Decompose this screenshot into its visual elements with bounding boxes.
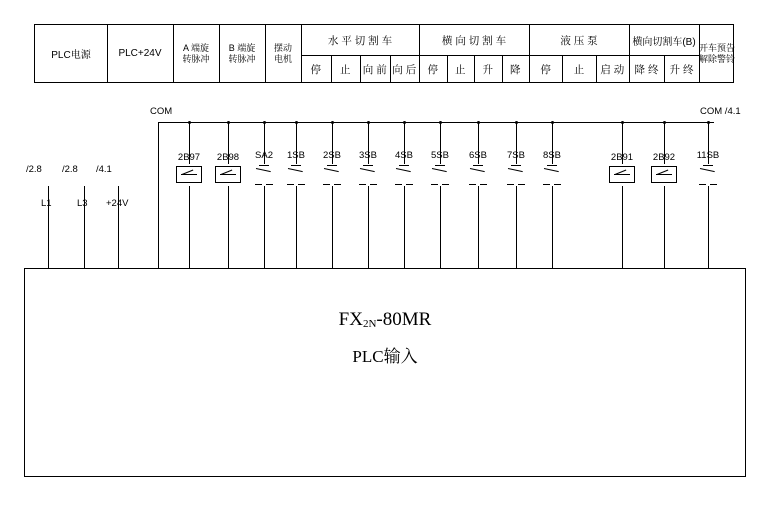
device-name-label: 4SB bbox=[395, 150, 413, 161]
contact-left-terminal bbox=[431, 184, 438, 185]
contact-actuator bbox=[259, 165, 269, 166]
legend-sub-label: 升 终 bbox=[669, 63, 694, 76]
legend-sub-label: 降 bbox=[510, 63, 521, 76]
junction-dot bbox=[403, 121, 406, 124]
contact-right-terminal bbox=[370, 184, 377, 185]
contact-blade bbox=[360, 168, 375, 172]
legend-group-label: PLC+24V bbox=[118, 48, 162, 59]
supply-ref-label: /2.8 bbox=[26, 164, 42, 175]
device-name-label: 5SB bbox=[431, 150, 449, 161]
junction-dot bbox=[227, 121, 230, 124]
junction-dot bbox=[621, 121, 624, 124]
com-drop-wire bbox=[158, 122, 159, 268]
legend-sub-label: 止 bbox=[340, 63, 351, 76]
contact-blade bbox=[396, 168, 411, 172]
legend-sub-divider bbox=[596, 56, 597, 82]
junction-dot bbox=[439, 121, 442, 124]
device-name-label: 2B97 bbox=[177, 152, 201, 163]
com-left-label: COM bbox=[150, 106, 173, 117]
contact-actuator bbox=[473, 165, 483, 166]
legend-sub-label: 停 bbox=[310, 63, 321, 76]
device-name-label: 3SB bbox=[359, 150, 377, 161]
contact-actuator bbox=[399, 165, 409, 166]
contact-blade bbox=[470, 168, 485, 172]
contact-right-terminal bbox=[406, 184, 413, 185]
device-name-label: SA2 bbox=[255, 150, 273, 161]
device-bottom-wire bbox=[332, 186, 333, 268]
legend-group-label: 液 压 泵 bbox=[560, 34, 598, 47]
device-bottom-wire bbox=[516, 186, 517, 268]
junction-dot bbox=[367, 121, 370, 124]
plc-subtitle-label: PLC输入 bbox=[352, 347, 418, 366]
device-bottom-wire bbox=[264, 186, 265, 268]
legend-sub-label: 降 终 bbox=[634, 63, 659, 76]
contact-left-terminal bbox=[287, 184, 294, 185]
contact-actuator bbox=[291, 165, 301, 166]
contact-blade bbox=[324, 168, 339, 172]
contact-right-terminal bbox=[298, 184, 305, 185]
contact-left-terminal bbox=[699, 184, 706, 185]
supply-name-label: +24V bbox=[106, 198, 129, 209]
legend-sub-divider bbox=[502, 56, 503, 82]
device-bottom-wire bbox=[478, 186, 479, 268]
contact-left-terminal bbox=[543, 184, 550, 185]
legend-group-label: 开车预告 解除警铃 bbox=[699, 43, 736, 64]
contact-left-terminal bbox=[359, 184, 366, 185]
device-bottom-wire bbox=[296, 186, 297, 268]
legend-group-label: A 端旋 转脉冲 bbox=[182, 43, 210, 64]
legend-sub-label: 启 动 bbox=[600, 63, 625, 76]
supply-name-label: L3 bbox=[77, 198, 88, 209]
plc-model-label: FX2N-80MR bbox=[338, 309, 432, 330]
junction-dot bbox=[295, 121, 298, 124]
contact-right-terminal bbox=[334, 184, 341, 185]
legend-table bbox=[34, 24, 734, 83]
legend-sub-divider bbox=[331, 56, 332, 82]
legend-sub-label: 升 bbox=[482, 63, 493, 76]
contact-right-terminal bbox=[442, 184, 449, 185]
device-name-label: 2B91 bbox=[610, 152, 634, 163]
device-bottom-wire bbox=[368, 186, 369, 268]
legend-group-label: B 端旋 转脉冲 bbox=[228, 43, 256, 64]
legend-sub-label: 停 bbox=[427, 63, 438, 76]
legend-group-label: 水 平 切 割 车 bbox=[327, 34, 393, 47]
device-name-label: 8SB bbox=[543, 150, 561, 161]
junction-dot bbox=[707, 121, 710, 124]
contact-actuator bbox=[547, 165, 557, 166]
contact-right-terminal bbox=[710, 184, 717, 185]
legend-sub-label: 停 bbox=[540, 63, 551, 76]
contact-blade bbox=[432, 168, 447, 172]
device-name-label: 2B98 bbox=[216, 152, 240, 163]
legend-sub-divider bbox=[664, 56, 665, 82]
device-name-label: 11SB bbox=[696, 150, 720, 161]
com-right-label: COM /4.1 bbox=[700, 106, 741, 117]
device-bottom-wire bbox=[189, 186, 190, 268]
supply-ref-label: /4.1 bbox=[96, 164, 112, 175]
legend-sub-label: 向 后 bbox=[392, 63, 417, 76]
junction-dot bbox=[331, 121, 334, 124]
device-bottom-wire bbox=[622, 186, 623, 268]
device-bottom-wire bbox=[664, 186, 665, 268]
contact-actuator bbox=[511, 165, 521, 166]
device-bottom-wire bbox=[404, 186, 405, 268]
legend-group-label: PLC电源 bbox=[51, 50, 91, 61]
plc-module-body bbox=[24, 268, 746, 477]
contact-right-terminal bbox=[554, 184, 561, 185]
device-bottom-wire bbox=[440, 186, 441, 268]
device-bottom-wire bbox=[552, 186, 553, 268]
contact-actuator bbox=[435, 165, 445, 166]
device-name-label: 2SB bbox=[323, 150, 341, 161]
junction-dot bbox=[477, 121, 480, 124]
contact-left-terminal bbox=[507, 184, 514, 185]
junction-dot bbox=[551, 121, 554, 124]
junction-dot bbox=[515, 121, 518, 124]
legend-sub-label: 止 bbox=[455, 63, 466, 76]
supply-ref-label: /2.8 bbox=[62, 164, 78, 175]
contact-actuator bbox=[363, 165, 373, 166]
legend-group-label: 摆动 电机 bbox=[273, 43, 292, 64]
device-bottom-wire bbox=[708, 186, 709, 268]
device-bottom-wire bbox=[228, 186, 229, 268]
supply-name-label: L1 bbox=[41, 198, 52, 209]
legend-sub-divider bbox=[447, 56, 448, 82]
junction-dot bbox=[188, 121, 191, 124]
junction-dot bbox=[263, 121, 266, 124]
legend-sub-divider bbox=[562, 56, 563, 82]
legend-sub-divider bbox=[360, 56, 361, 82]
legend-group-label: 横 向 切 割 车 bbox=[441, 34, 507, 47]
legend-sub-label: 止 bbox=[573, 63, 585, 76]
com-bus-line bbox=[158, 122, 714, 123]
contact-actuator bbox=[703, 165, 713, 166]
device-name-label: 7SB bbox=[507, 150, 525, 161]
contact-left-terminal bbox=[255, 184, 262, 185]
contact-actuator bbox=[327, 165, 337, 166]
legend-group-label: 横向切割车(B) bbox=[632, 36, 696, 48]
legend-sub-label: 向 前 bbox=[362, 63, 387, 76]
contact-blade bbox=[288, 168, 303, 172]
device-name-label: 1SB bbox=[287, 150, 305, 161]
legend-sub-divider bbox=[390, 56, 391, 82]
contact-right-terminal bbox=[266, 184, 273, 185]
contact-right-terminal bbox=[480, 184, 487, 185]
device-name-label: 6SB bbox=[469, 150, 487, 161]
contact-blade bbox=[700, 168, 715, 172]
device-name-label: 2B92 bbox=[652, 152, 676, 163]
contact-right-terminal bbox=[518, 184, 525, 185]
junction-dot bbox=[663, 121, 666, 124]
contact-left-terminal bbox=[323, 184, 330, 185]
contact-blade bbox=[544, 168, 559, 172]
legend-sub-divider bbox=[474, 56, 475, 82]
contact-left-terminal bbox=[469, 184, 476, 185]
contact-blade bbox=[256, 168, 271, 172]
contact-left-terminal bbox=[395, 184, 402, 185]
contact-blade bbox=[508, 168, 523, 172]
